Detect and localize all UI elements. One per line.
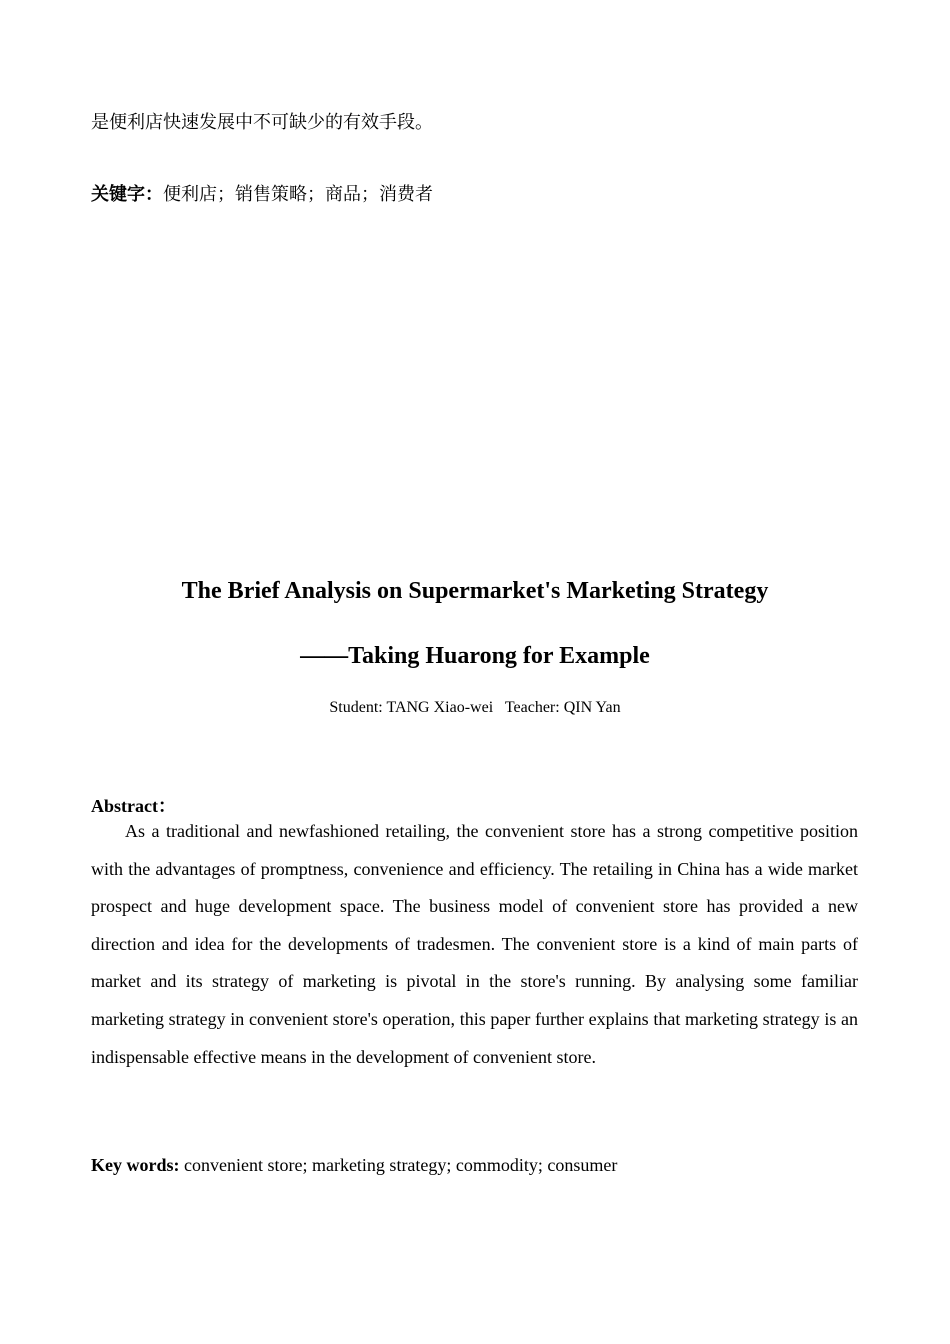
abstract-body: As a traditional and newfashioned retailing, the convenient store has a strong competitive position with the advantages of promptness, convenience and efficiency. The retailing in China has a wide market prospect and huge development space. The business model of convenient store has provided a new direction and idea for the developments of tradesmen. The convenient store is a kind of main parts of market and its strategy of marketing is pivotal in the store's running. By analysing some familiar marketing strategy in convenient store's operation, this paper further explains that marketing strategy is an indispensable effective means in the development of convenient store.	[91, 821, 858, 1067]
chinese-keywords-line	[91, 183, 861, 207]
chinese-keywords-label: 关键字：	[91, 184, 163, 205]
english-keywords-value: convenient store; marketing strategy; commodity; consumer	[184, 1155, 618, 1175]
english-keywords-line	[91, 1153, 617, 1177]
english-title: The Brief Analysis on Supermarket's Marketing Strategy	[181, 578, 769, 604]
teacher-name: Teacher: QIN Yan	[504, 699, 621, 716]
english-keywords-label: Key words:	[91, 1155, 180, 1175]
english-subtitle: ——Taking Huarong for Example	[300, 643, 650, 669]
author-line	[0, 697, 950, 719]
abstract-label: Abstract：	[91, 796, 176, 816]
chinese-abstract-tail: 是便利店快速发展中不可缺少的有效手段。	[91, 112, 433, 133]
student-name: Student: TANG Xiao-wei	[329, 699, 494, 716]
chinese-keywords-value: 便利店；销售策略；商品；消费者	[163, 184, 433, 205]
